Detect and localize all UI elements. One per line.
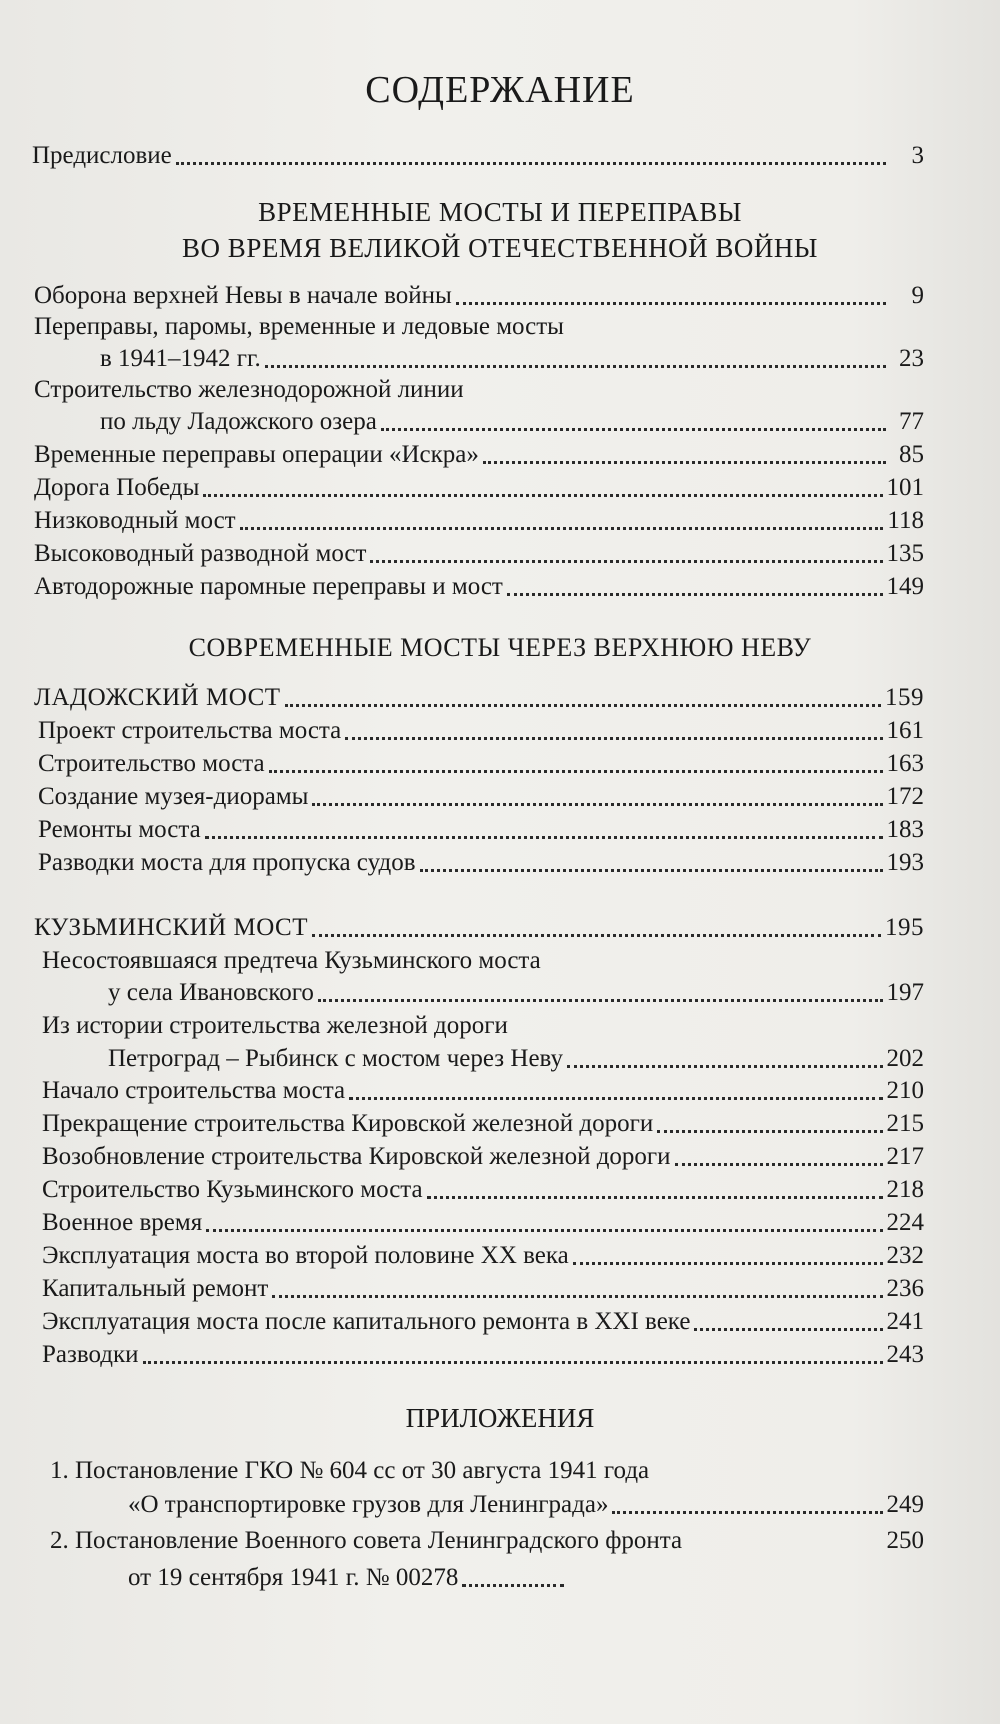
toc-entry-label[interactable]: 1. Постановление ГКО № 604 сс от 30 августа 1941 года <box>50 1457 650 1484</box>
leader-dots <box>694 1328 882 1331</box>
toc-entry-ladoga-bridge[interactable] <box>34 682 924 714</box>
toc-entry-label: Эксплуатация моста во второй половине XX века <box>42 1242 569 1269</box>
leader-dots <box>206 1229 882 1232</box>
toc-entry-label: Временные переправы операции «Искра» <box>34 441 479 468</box>
toc-entry-page: 202 <box>886 1045 924 1072</box>
toc-entry-page: 149 <box>886 573 924 600</box>
toc-entry-label: Строительство Кузьминского моста <box>42 1176 423 1203</box>
toc-entry-label: КУЗЬМИНСКИЙ МОСТ <box>34 914 309 941</box>
toc-entry-label: Эксплуатация моста после капитального ремонта в XXI веке <box>42 1308 691 1335</box>
toc-entry-label[interactable]: Переправы, паромы, временные и ледовые мосты <box>34 313 564 340</box>
toc-entry-page: 210 <box>886 1077 924 1104</box>
toc-entry[interactable] <box>100 406 924 438</box>
toc-entry-page: 215 <box>886 1110 924 1137</box>
toc-entry-label: Возобновление строительства Кировской железной дороги <box>42 1143 671 1170</box>
toc-entry-label: Автодорожные паромные переправы и мост <box>34 573 503 600</box>
leader-dots <box>272 1295 882 1298</box>
toc-entry-label: Дорога Победы <box>34 474 200 501</box>
toc-entry-page: 232 <box>886 1242 924 1269</box>
spacer <box>686 1547 882 1550</box>
toc-entry[interactable] <box>42 1141 924 1173</box>
toc-entry-label: Предисловие <box>32 142 172 169</box>
toc-entry-page: 161 <box>886 717 924 744</box>
toc-entry-page: 23 <box>899 345 924 372</box>
toc-entry-page: 197 <box>886 979 924 1006</box>
toc-entry-label: Низководный мост <box>34 507 236 534</box>
toc-entry[interactable] <box>42 1240 924 1272</box>
toc-entry-label[interactable]: Из истории строительства железной дороги <box>42 1012 508 1039</box>
leader-dots <box>240 527 884 530</box>
toc-entry-label: ЛАДОЖСКИЙ МОСТ <box>34 684 281 711</box>
leader-dots <box>675 1163 883 1166</box>
toc-entry-label: Капитальный ремонт <box>42 1275 269 1302</box>
toc-entry-label-cont: у села Ивановского <box>108 979 314 1006</box>
leader-dots <box>381 428 886 431</box>
leader-dots <box>427 1196 883 1199</box>
toc-entry[interactable] <box>42 1306 924 1338</box>
leader-dots <box>205 836 883 839</box>
leader-dots <box>456 302 886 305</box>
section-heading-line2: ВО ВРЕМЯ ВЕЛИКОЙ ОТЕЧЕСТВЕННОЙ ВОЙНЫ <box>182 233 818 263</box>
toc-entry[interactable] <box>42 1339 924 1371</box>
leader-dots <box>312 803 882 806</box>
leader-dots <box>176 162 886 165</box>
toc-entry[interactable] <box>128 1562 568 1594</box>
toc-entry[interactable] <box>34 538 924 570</box>
leader-dots <box>345 737 882 740</box>
leader-dots <box>507 593 883 596</box>
toc-entry-label: Начало строительства моста <box>42 1077 346 1104</box>
toc-entry-label-cont: от 19 сентября 1941 г. № 00278 <box>128 1564 459 1591</box>
toc-entry[interactable] <box>42 1207 924 1239</box>
toc-entry-page: 243 <box>886 1341 924 1368</box>
toc-entry-page: 218 <box>886 1176 924 1203</box>
leader-dots <box>312 934 881 937</box>
toc-entry-page: 241 <box>886 1308 924 1335</box>
toc-entry-page: 250 <box>886 1527 924 1554</box>
leader-dots <box>370 560 882 563</box>
toc-entry-label: Разводки моста для пропуска судов <box>38 849 416 876</box>
toc-entry-label-cont: Петроград – Рыбинск с мостом через Неву <box>108 1045 563 1072</box>
toc-entry-page: 193 <box>886 849 924 876</box>
toc-entry[interactable] <box>42 1174 924 1206</box>
toc-entry[interactable] <box>38 781 924 813</box>
leader-dots <box>143 1361 883 1364</box>
toc-entry-page: 135 <box>886 540 924 567</box>
toc-entry-page: 172 <box>886 783 924 810</box>
toc-entry-page: 195 <box>885 914 924 941</box>
toc-entry-page: 159 <box>885 684 924 711</box>
page-title: СОДЕРЖАНИЕ <box>365 69 635 111</box>
toc-entry-page: 101 <box>886 474 924 501</box>
toc-entry[interactable] <box>38 814 924 846</box>
toc-entry-page: 163 <box>886 750 924 777</box>
toc-entry-page: 85 <box>899 441 924 468</box>
toc-entry-page: 77 <box>899 408 924 435</box>
toc-entry[interactable] <box>34 571 924 603</box>
toc-entry-label-cont: по льду Ладожского озера <box>100 408 377 435</box>
toc-entry-page: 118 <box>887 507 924 534</box>
leader-dots <box>318 999 883 1002</box>
toc-entry-page: 236 <box>886 1275 924 1302</box>
toc-entry-label: Оборона верхней Невы в начале войны <box>34 282 452 309</box>
leader-dots <box>462 1584 564 1587</box>
toc-entry[interactable] <box>42 1273 924 1305</box>
toc-entry[interactable] <box>42 1075 924 1107</box>
toc-entry[interactable] <box>34 505 924 537</box>
toc-entry-label[interactable]: Несостоявшаяся предтеча Кузьминского моста <box>42 947 541 974</box>
toc-entry-label: Ремонты моста <box>38 816 201 843</box>
toc-entry-label: Военное время <box>42 1209 203 1236</box>
toc-entry[interactable] <box>38 715 924 747</box>
leader-dots <box>265 365 886 368</box>
leader-dots <box>269 770 883 773</box>
toc-entry-preface[interactable] <box>32 140 924 172</box>
toc-entry[interactable] <box>38 847 924 879</box>
toc-entry-label: Строительство моста <box>38 750 265 777</box>
toc-entry-label: Создание музея-диорамы <box>38 783 309 810</box>
leader-dots <box>657 1130 882 1133</box>
toc-entry-label: Разводки <box>42 1341 139 1368</box>
toc-entry[interactable] <box>128 1489 924 1521</box>
appendix-heading: ПРИЛОЖЕНИЯ <box>405 1403 595 1433</box>
leader-dots <box>612 1511 882 1514</box>
toc-entry-page: 249 <box>886 1491 924 1518</box>
toc-entry[interactable] <box>108 977 924 1009</box>
toc-entry[interactable] <box>34 439 924 471</box>
toc-entry-page: 217 <box>886 1143 924 1170</box>
toc-entry-label-cont: «О транспортировке грузов для Ленинграда» <box>128 1491 609 1518</box>
toc-entry-page: 3 <box>911 142 924 169</box>
toc-entry-kuzminsky-bridge[interactable] <box>34 912 924 944</box>
leader-dots <box>483 461 886 464</box>
section-heading: СОВРЕМЕННЫЕ МОСТЫ ЧЕРЕЗ ВЕРХНЮЮ НЕВУ <box>188 633 812 662</box>
toc-entry[interactable] <box>100 343 924 375</box>
toc-entry-label[interactable]: Строительство железнодорожной линии <box>34 376 464 403</box>
toc-entry[interactable] <box>42 1108 924 1140</box>
toc-entry-label: Высоководный разводной мост <box>34 540 367 567</box>
toc-entry-page: 183 <box>886 816 924 843</box>
leader-dots <box>203 494 882 497</box>
toc-entry[interactable] <box>34 280 924 312</box>
leader-dots <box>285 704 881 707</box>
section-heading-line1: ВРЕМЕННЫЕ МОСТЫ И ПЕРЕПРАВЫ <box>258 197 742 227</box>
toc-entry-label: Прекращение строительства Кировской железной дороги <box>42 1110 654 1137</box>
toc-entry-page: 224 <box>886 1209 924 1236</box>
toc-entry[interactable] <box>50 1525 924 1557</box>
leader-dots <box>567 1065 883 1068</box>
toc-entry-label: 2. Постановление Военного совета Ленинградского фронта <box>50 1527 683 1554</box>
leader-dots <box>349 1097 882 1100</box>
toc-entry-label: Проект строительства моста <box>38 717 342 744</box>
toc-entry[interactable] <box>38 748 924 780</box>
leader-dots <box>420 869 883 872</box>
toc-entry-page: 9 <box>911 282 924 309</box>
toc-entry-label-cont: в 1941–1942 гг. <box>100 345 261 372</box>
toc-entry[interactable] <box>34 472 924 504</box>
leader-dots <box>573 1262 883 1265</box>
toc-entry[interactable] <box>108 1043 924 1075</box>
